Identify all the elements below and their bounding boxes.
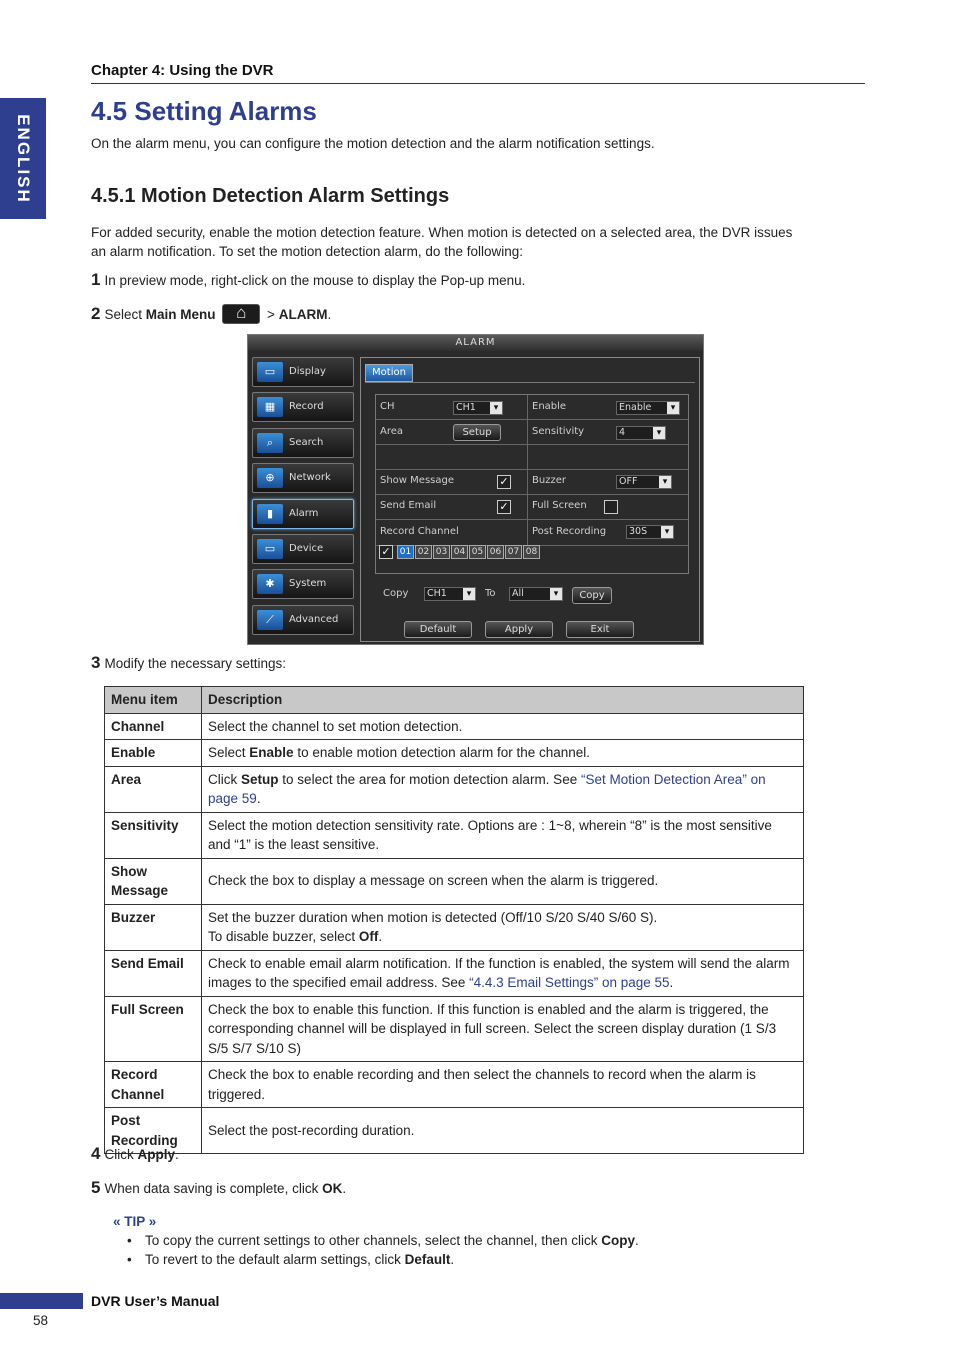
step-3: 3 Modify the necessary settings:	[91, 653, 287, 672]
record-channel-label: Record Channel	[380, 526, 459, 537]
step-4: 4 Click Apply.	[91, 1144, 179, 1163]
monitor-icon: ▭	[257, 362, 283, 382]
copy-label: Copy	[383, 588, 409, 599]
section-title: 4.5 Setting Alarms	[91, 96, 317, 126]
table-header-row	[105, 687, 804, 714]
show-message-label: Show Message	[380, 475, 454, 486]
alarm-icon: ▮	[257, 504, 283, 524]
area-setup-button[interactable]: Setup	[453, 424, 501, 441]
table-row: Send Email Check to enable email alarm notification. If the function is enabled, the system will send the alarm images to the specified email address. See “4.4.3 Email Settings” on page 55.	[105, 950, 804, 996]
tab-motion[interactable]: Motion	[365, 364, 413, 382]
record-all-checkbox[interactable]: ✓	[379, 545, 393, 559]
record-channel-box[interactable]: 03	[433, 545, 450, 559]
table-row: Record Channel Check the box to enable recording and then select the channels to record when the alarm is triggered.	[105, 1062, 804, 1108]
page-number: 58	[33, 1313, 49, 1328]
table-row: Enable Select Enable to enable motion detection alarm for the channel.	[105, 740, 804, 767]
footer-title: DVR User’s Manual	[91, 1293, 220, 1309]
intro-paragraph: On the alarm menu, you can configure the motion detection and the alarm notification settings.	[91, 136, 655, 151]
ch-select[interactable]: CH1 ▾	[453, 401, 503, 415]
table-row: Post Recording Select the post-recording duration.	[105, 1108, 804, 1154]
footer-bar	[0, 1293, 83, 1309]
gear-icon: ✱	[257, 574, 283, 594]
search-icon: ⌕	[257, 433, 283, 453]
table-row: Sensitivity Select the motion detection sensitivity rate. Options are : 1~8, wherein “8” is the most sensitive and “1” is the least sensitive.	[105, 812, 804, 858]
column-header: Description	[202, 687, 804, 714]
dvr-menu-alarm[interactable]: ▮ Alarm	[252, 499, 354, 529]
chapter-header: Chapter 4: Using the DVR	[91, 62, 274, 79]
record-channel-box[interactable]: 06	[487, 545, 504, 559]
dvr-menu-record[interactable]: ▦ Record	[252, 392, 354, 422]
device-icon: ▭	[257, 539, 283, 559]
column-header: Menu item	[105, 687, 202, 714]
dvr-menu-advanced[interactable]: ⟋ Advanced	[252, 605, 354, 635]
send-email-checkbox[interactable]: ✓	[497, 500, 511, 514]
full-screen-checkbox[interactable]	[604, 500, 618, 514]
sensitivity-select[interactable]: 4 ▾	[616, 426, 666, 440]
cross-reference-link[interactable]: “4.4.3 Email Settings” on page 55	[469, 975, 670, 990]
table-row: Area Click Setup to select the area for motion detection alarm. See “Set Motion Detection Area” on page 59.	[105, 766, 804, 812]
tip-bullet: • To revert to the default alarm settings, click Default.	[128, 1252, 454, 1267]
dvr-menu-system[interactable]: ✱ System	[252, 569, 354, 599]
wrench-icon: ⟋	[257, 610, 283, 630]
grid-divider	[527, 395, 528, 546]
home-icon	[222, 304, 260, 324]
record-channel-box[interactable]: 07	[505, 545, 522, 559]
film-icon: ▦	[257, 397, 283, 417]
default-button[interactable]: Default	[404, 621, 472, 638]
record-channel-box[interactable]: 08	[523, 545, 540, 559]
dvr-main-menu	[252, 357, 354, 640]
copy-to-select[interactable]: All ▾	[509, 587, 563, 601]
table-row: Show Message Check the box to display a message on screen when the alarm is triggered.	[105, 858, 804, 904]
exit-button[interactable]: Exit	[566, 621, 634, 638]
enable-label: Enable	[532, 401, 567, 412]
tip-heading: « TIP »	[113, 1214, 157, 1229]
table-row: Full Screen Check the box to enable this function. If this function is enabled and the alarm is triggered, the corresponding channel will be displayed in full screen. Select the screen display duration (1 S/3 S/5 S/7 S/10 S)	[105, 996, 804, 1062]
dvr-menu-network[interactable]: ⊕ Network	[252, 463, 354, 493]
grid-row	[376, 445, 688, 470]
record-channel-box[interactable]: 01	[397, 545, 414, 559]
dvr-window-title: ALARM	[248, 335, 703, 351]
dvr-menu-device[interactable]: ▭ Device	[252, 534, 354, 564]
step-5: 5 When data saving is complete, click OK.	[91, 1178, 347, 1197]
record-channel-box[interactable]: 04	[451, 545, 468, 559]
globe-icon: ⊕	[257, 468, 283, 488]
copy-from-select[interactable]: CH1 ▾	[424, 587, 476, 601]
send-email-label: Send Email	[380, 500, 437, 511]
buzzer-select[interactable]: OFF ▾	[616, 475, 672, 489]
subsection-paragraph-line-2: an alarm notification. To set the motion detection alarm, do the following:	[91, 244, 523, 259]
table-row: Buzzer Set the buzzer duration when motion is detected (Off/10 S/20 S/40 S/60 S). To disable buzzer, select Off.	[105, 904, 804, 950]
ch-label: CH	[380, 401, 395, 412]
cross-reference-link[interactable]: “Set Motion Detection Area” on page 59	[208, 771, 766, 806]
tab-divider	[365, 382, 695, 383]
dvr-alarm-screenshot	[247, 334, 704, 645]
enable-select[interactable]: Enable ▾	[616, 401, 680, 415]
step-2: 2 Select Main Menu ⌂ > ALARM.	[91, 304, 331, 324]
record-channel-box[interactable]: 02	[415, 545, 432, 559]
language-tab: ENGLISH	[0, 98, 46, 219]
table-row: Channel Select the channel to set motion detection.	[105, 713, 804, 740]
full-screen-label: Full Screen	[532, 500, 587, 511]
dvr-menu-display[interactable]: ▭ Display	[252, 357, 354, 387]
record-channel-box[interactable]: 05	[469, 545, 486, 559]
copy-button[interactable]: Copy	[572, 587, 612, 604]
sensitivity-label: Sensitivity	[532, 426, 585, 437]
dvr-settings-panel	[360, 357, 700, 642]
settings-table	[104, 686, 804, 1154]
buzzer-label: Buzzer	[532, 475, 566, 486]
header-divider	[91, 83, 865, 84]
step-1: 1 In preview mode, right-click on the mouse to display the Pop-up menu.	[91, 270, 526, 289]
subsection-title: 4.5.1 Motion Detection Alarm Settings	[91, 185, 450, 207]
to-label: To	[485, 588, 496, 599]
show-message-checkbox[interactable]: ✓	[497, 475, 511, 489]
apply-button[interactable]: Apply	[485, 621, 553, 638]
dvr-menu-search[interactable]: ⌕ Search	[252, 428, 354, 458]
subsection-paragraph-line-1: For added security, enable the motion detection feature. When motion is detected on a selected area, the DVR issues	[91, 225, 793, 240]
post-recording-label: Post Recording	[532, 526, 607, 537]
area-label: Area	[380, 426, 404, 437]
tip-bullet: • To copy the current settings to other channels, select the channel, then click Copy.	[128, 1233, 639, 1248]
post-recording-select[interactable]: 30S ▾	[626, 525, 674, 539]
